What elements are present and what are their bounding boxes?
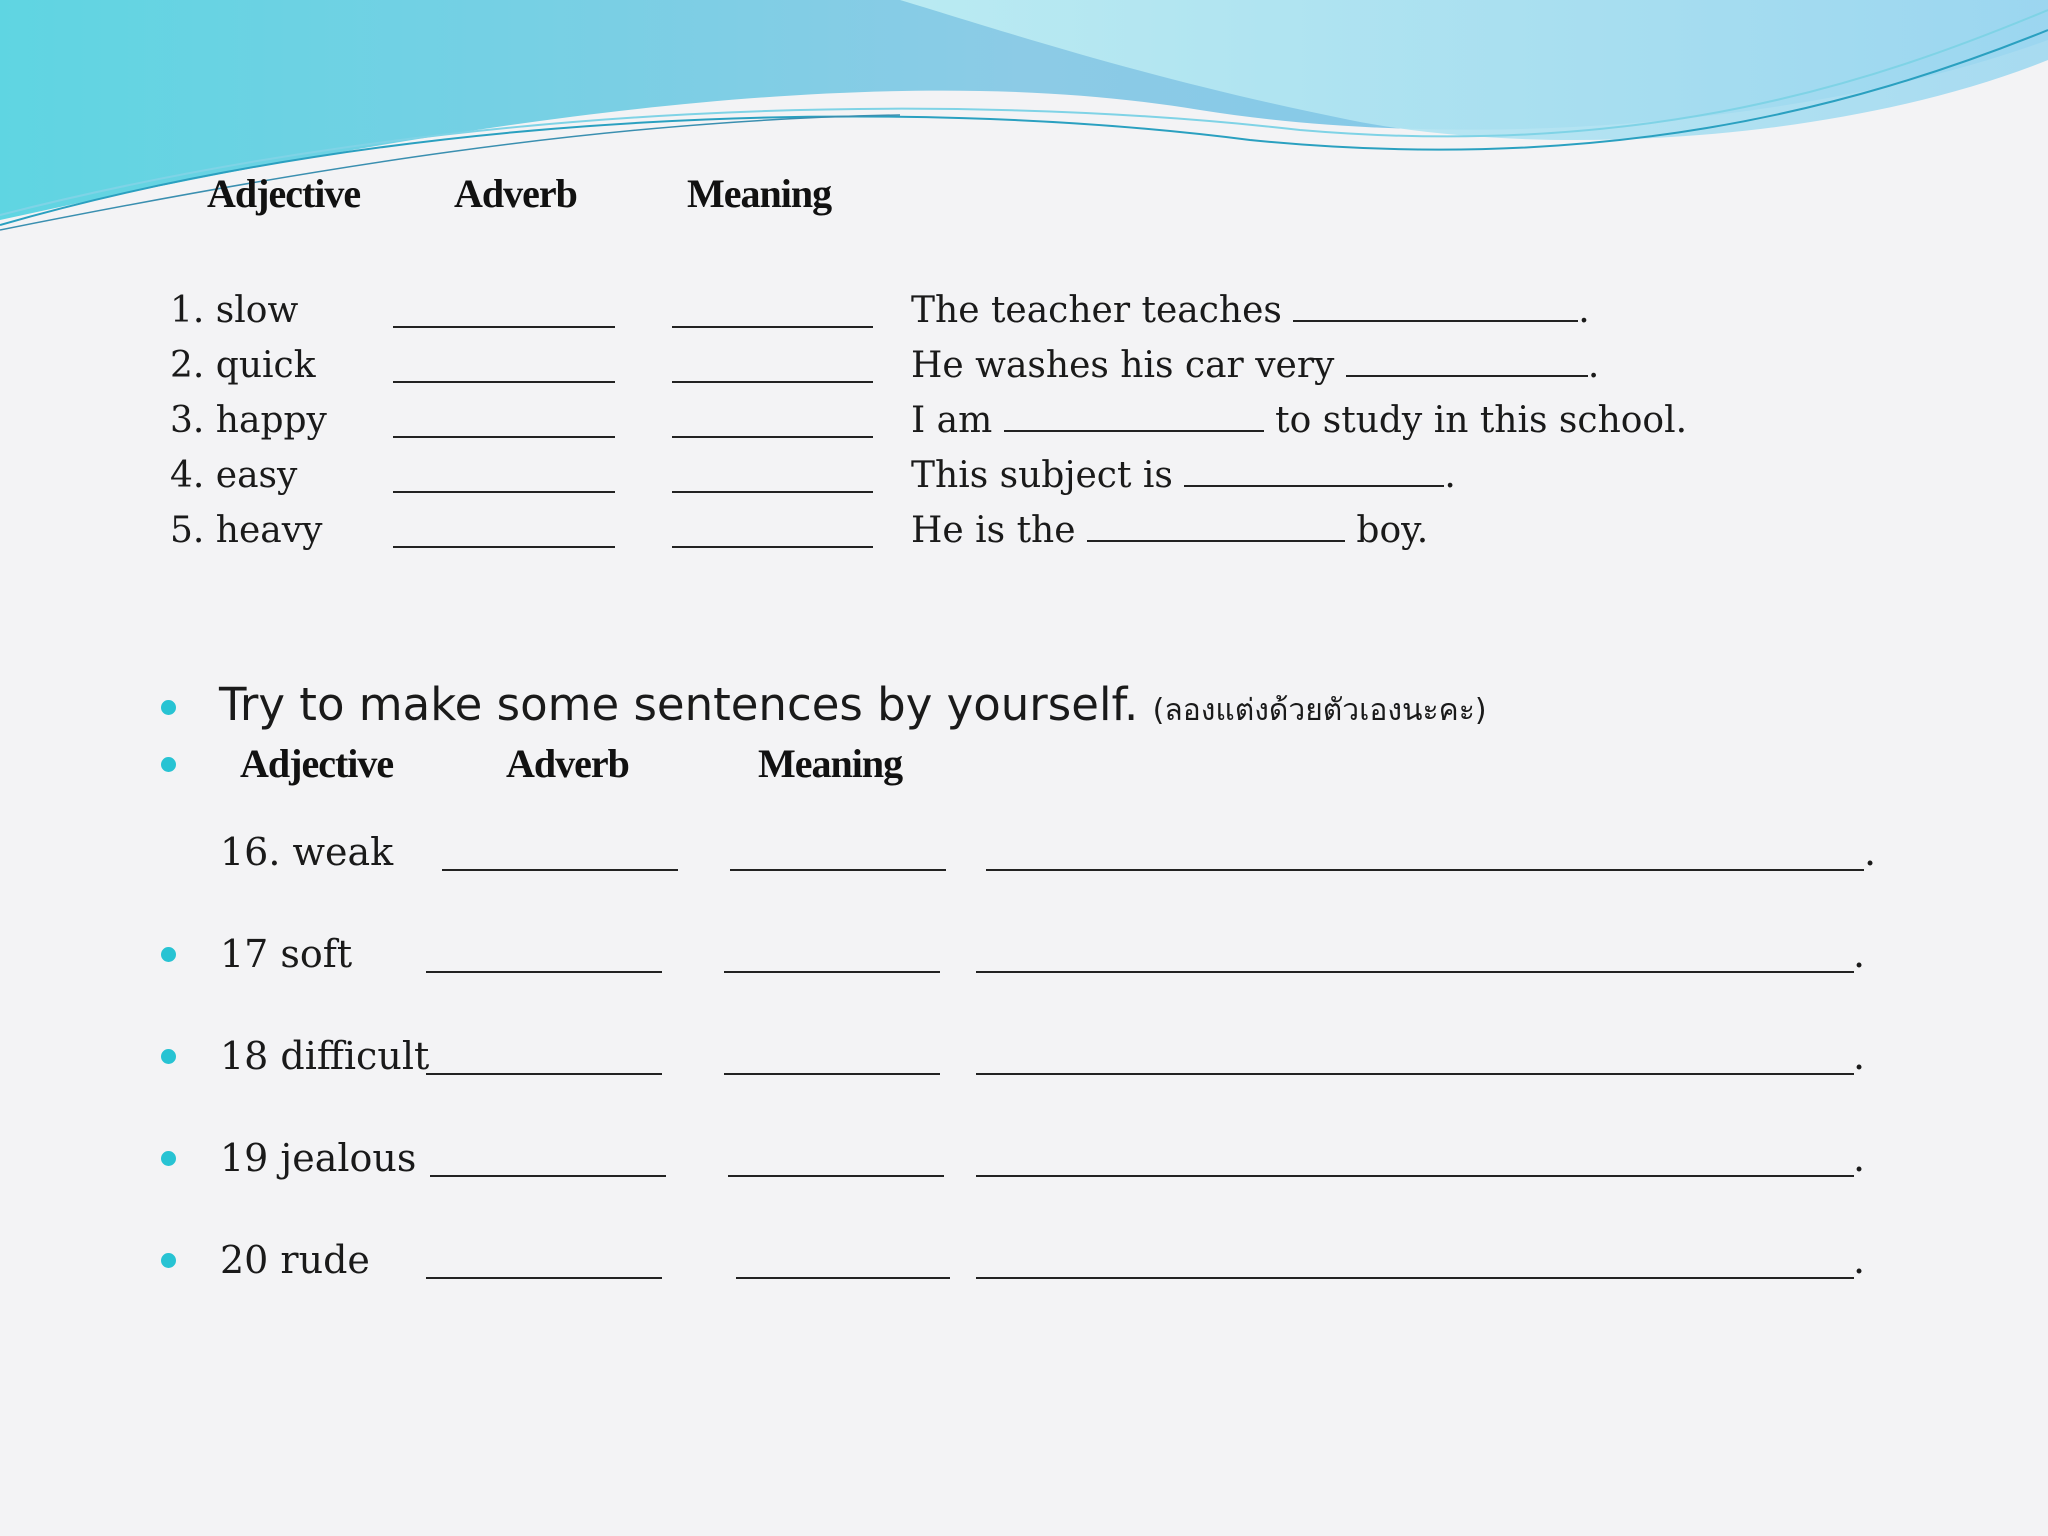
meaning-blank[interactable] xyxy=(672,491,873,493)
meaning-blank[interactable] xyxy=(672,436,873,438)
adverb-blank[interactable] xyxy=(393,546,615,548)
row-sentence: He is the boy. xyxy=(911,510,1429,551)
sentence-blank[interactable] xyxy=(1004,400,1264,432)
sentence-blank[interactable] xyxy=(976,1277,1854,1279)
row-word: 3. happy xyxy=(170,400,327,441)
adverb-blank[interactable] xyxy=(393,436,615,438)
row-sentence: I am to study in this school. xyxy=(911,400,1688,441)
row-word: 17 soft xyxy=(220,932,353,976)
period: . xyxy=(1853,1238,1866,1282)
instruction-text: Try to make some sentences by yourself. (ลองแต่งด้วยตัวเองนะคะ) xyxy=(219,678,1487,731)
meaning-blank[interactable] xyxy=(730,869,946,871)
row-sentence: The teacher teaches . xyxy=(911,290,1590,331)
meaning-blank[interactable] xyxy=(724,971,940,973)
bullet-icon xyxy=(161,947,176,962)
row-word: 18 difficult xyxy=(220,1034,430,1078)
meaning-blank[interactable] xyxy=(736,1277,950,1279)
bullet-icon xyxy=(161,1049,176,1064)
row-word: 2. quick xyxy=(170,345,316,386)
meaning-blank[interactable] xyxy=(672,326,873,328)
bullet-icon xyxy=(161,1253,176,1268)
sentence-blank[interactable] xyxy=(986,869,1864,871)
sentence-blank[interactable] xyxy=(1293,290,1578,322)
row-word: 5. heavy xyxy=(170,510,323,551)
adverb-blank[interactable] xyxy=(426,971,662,973)
period: . xyxy=(1853,1136,1866,1180)
row-word: 19 jealous xyxy=(220,1136,417,1180)
adverb-blank[interactable] xyxy=(393,381,615,383)
row-word: 16. weak xyxy=(220,830,394,874)
meaning-blank[interactable] xyxy=(672,381,873,383)
header-adjective: Adjective xyxy=(240,741,394,786)
adverb-blank[interactable] xyxy=(426,1277,662,1279)
bullet-icon xyxy=(161,757,176,772)
sentence-blank[interactable] xyxy=(1184,455,1444,487)
period: . xyxy=(1864,830,1877,874)
header-meaning: Meaning xyxy=(687,171,832,216)
meaning-blank[interactable] xyxy=(728,1175,944,1177)
row-word: 20 rude xyxy=(220,1238,370,1282)
row-word: 1. slow xyxy=(170,290,299,331)
adverb-blank[interactable] xyxy=(426,1073,662,1075)
adverb-blank[interactable] xyxy=(442,869,678,871)
period: . xyxy=(1853,1034,1866,1078)
row-sentence: He washes his car very . xyxy=(911,345,1600,386)
adverb-blank[interactable] xyxy=(430,1175,666,1177)
bullet-icon xyxy=(161,1151,176,1166)
sentence-blank[interactable] xyxy=(976,1175,1854,1177)
header-meaning: Meaning xyxy=(758,741,903,786)
meaning-blank[interactable] xyxy=(672,546,873,548)
header-adverb: Adverb xyxy=(454,171,577,216)
header-adverb: Adverb xyxy=(506,741,629,786)
header-adjective: Adjective xyxy=(207,171,361,216)
sentence-blank[interactable] xyxy=(976,1073,1854,1075)
row-word: 4. easy xyxy=(170,455,298,496)
sentence-blank[interactable] xyxy=(1346,345,1588,377)
adverb-blank[interactable] xyxy=(393,491,615,493)
meaning-blank[interactable] xyxy=(724,1073,940,1075)
sentence-blank[interactable] xyxy=(976,971,1854,973)
period: . xyxy=(1853,932,1866,976)
row-sentence: This subject is . xyxy=(911,455,1456,496)
bullet-icon xyxy=(161,700,176,715)
adverb-blank[interactable] xyxy=(393,326,615,328)
sentence-blank[interactable] xyxy=(1087,510,1345,542)
